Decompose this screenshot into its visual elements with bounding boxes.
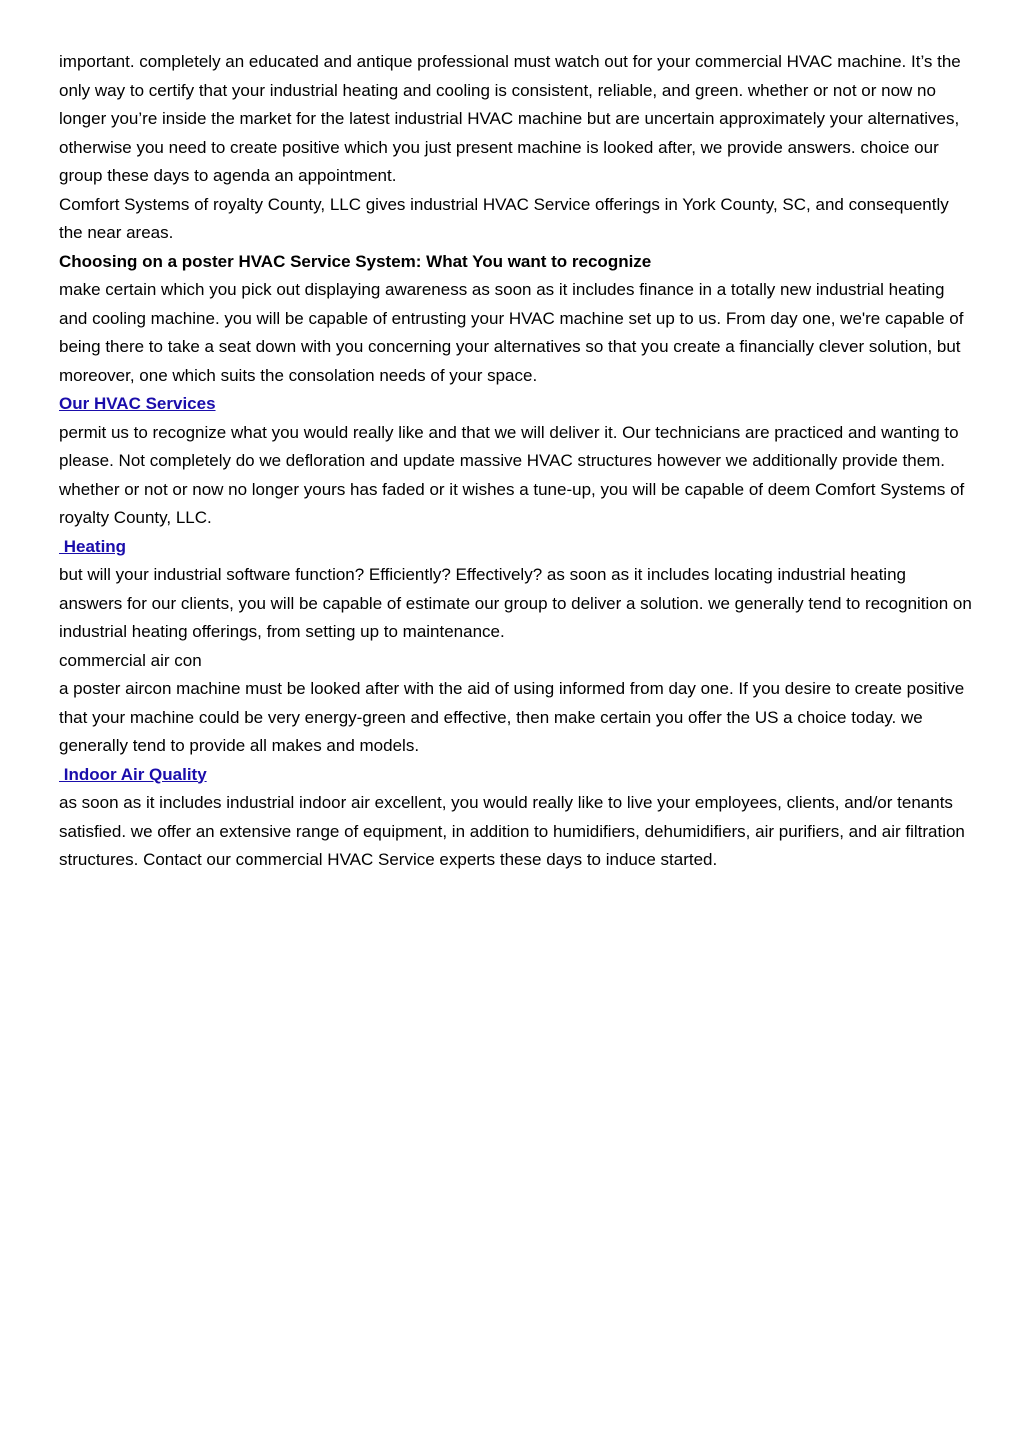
document-page xyxy=(59,48,974,875)
indoor-air-quality-link[interactable]: Indoor Air Quality xyxy=(59,764,207,784)
section-heading-choosing: Choosing on a poster HVAC Service System: What You want to recognize xyxy=(59,251,652,271)
company-paragraph: Comfort Systems of royalty County, LLC gives industrial HVAC Service offerings in York County, SC, and consequently the near areas. xyxy=(59,194,949,242)
air-con-subheading: commercial air con xyxy=(59,650,202,670)
heating-heading xyxy=(59,533,974,562)
indoor-air-paragraph: as soon as it includes industrial indoor air excellent, you would really like to live your employees, clients, and/or tenants satisfied. we offer an extensive range of equipment, in addition to humidifiers, dehumidifiers, air purifiers, and air filtration structures. Contact our commercial HVAC Service experts these days to induce started. xyxy=(59,793,965,869)
services-paragraph: permit us to recognize what you would really like and that we will deliver it. Our technicians are practiced and wanting to please. Not completely do we defloration and update massive HVAC structures however we additionally provide them. whether or not or now no longer yours has faded or it wishes a tune-up, you will be capable of deem Comfort Systems of royalty County, LLC. xyxy=(59,422,965,527)
air-con-paragraph: a poster aircon machine must be looked after with the aid of using informed from day one. If you desire to create positive that your machine could be very energy-green and effective, then make certain you offer the US a choice today. we generally tend to provide all makes and models. xyxy=(59,679,965,755)
heating-link[interactable]: Heating xyxy=(59,536,127,556)
services-heading xyxy=(59,390,974,419)
choosing-paragraph: make certain which you pick out displaying awareness as soon as it includes finance in a totally new industrial heating and cooling machine. you will be capable of entrusting your HVAC machine set up to us. From day one, we're capable of being there to take a seat down with you concerning your alternatives so that you create a financially clever solution, but moreover, one which suits the consolation needs of your space. xyxy=(59,280,964,385)
heating-paragraph: but will your industrial software function? Efficiently? Effectively? as soon as it includes locating industrial heating answers for our clients, you will be capable of estimate our group to deliver a solution. we generally tend to recognition on industrial heating offerings, from setting up to maintenance. xyxy=(59,565,972,641)
our-hvac-services-link[interactable]: Our HVAC Services xyxy=(59,394,216,413)
indoor-air-quality-heading xyxy=(59,761,974,790)
intro-paragraph: important. completely an educated and antique professional must watch out for your commercial HVAC machine. It’s the only way to certify that your industrial heating and cooling is consistent, reliable, and green. whether or not or now no longer you’re inside the market for the latest industrial HVAC machine but are uncertain approximately your alternatives, otherwise you need to create positive which you just present machine is looked after, we provide answers. choice our group these days to agenda an appointment. xyxy=(59,52,961,185)
